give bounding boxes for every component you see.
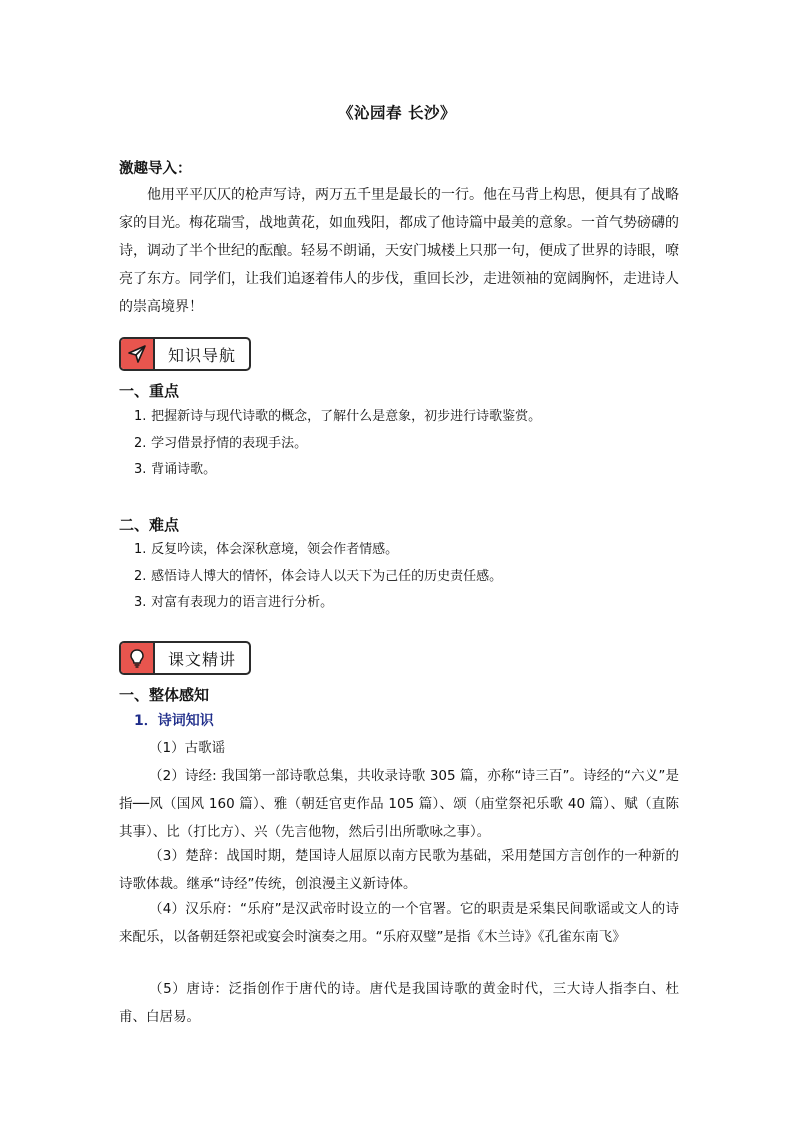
key-points-heading: 一、重点 [119, 382, 180, 400]
lesson-explain-badge [119, 641, 251, 675]
list-item: 2. 感悟诗人博大的情怀，体会诗人以天下为己任的历史责任感。 [134, 568, 503, 584]
paragraph-ancient-ballad: （1）古歌谣 [149, 740, 226, 756]
key-points-list [134, 404, 541, 484]
lesson-explain-label: 课文精讲 [167, 649, 236, 669]
knowledge-nav-label: 知识导航 [167, 345, 236, 365]
poetry-knowledge-heading: 1．诗词知识 [134, 713, 214, 729]
list-item: 2. 学习借景抒情的表现手法。 [134, 435, 308, 451]
page-title: 《沁园春 长沙》 [338, 104, 456, 122]
intro-paragraph: 他用平平仄仄的枪声写诗，两万五千里是最长的一行。他在马背上构思，便具有了战略家的目光。梅花瑞雪，战地黄花，如血残阳，都成了他诗篇中最美的意象。一首气势磅礴的诗，调动了半个世纪的酝酿。轻易不朗诵，天安门城楼上只那一句，便成了世界的诗眼，嘹亮了东方。同学们，让我们追逐着伟人的步伐，重回长沙，走进领袖的宽阔胸怀，走进诗人的崇高境界！ [119, 187, 679, 315]
difficult-points-heading: 二、难点 [119, 516, 180, 534]
knowledge-nav-badge [119, 337, 251, 371]
list-item: 1. 反复吟读，体会深秋意境，领会作者情感。 [134, 542, 399, 557]
paragraph-yuefu: （4）汉乐府：“乐府”是汉武帝时设立的一个官署。它的职责是采集民间歌谣或文人的诗来配乐，以备朝廷祭祀或宴会时演奏之用。“乐府双璧”是指《木兰诗》《孔雀东南飞》 [119, 901, 679, 945]
list-item: 3. 对富有表现力的语言进行分析。 [134, 595, 334, 610]
list-item: 3. 背诵诗歌。 [134, 462, 217, 477]
intro-heading: 激趣导入： [119, 161, 192, 177]
overall-heading: 一、整体感知 [119, 686, 210, 704]
list-item: 1. 把握新诗与现代诗歌的概念，了解什么是意象，初步进行诗歌鉴赏。 [134, 409, 542, 424]
lightbulb-icon [121, 643, 155, 673]
paragraph-chuci: （3）楚辞：战国时期，楚国诗人屈原以南方民歌为基础，采用楚国方言创作的一种新的诗歌体裁。继承“诗经”传统，创浪漫主义新诗体。 [119, 848, 679, 892]
paragraph-shijing: （2）诗经: 我国第一部诗歌总集，共收录诗歌 305 篇，亦称“诗三百”。诗经的“六义”是指──风（国风 160 篇）、雅（朝廷官吏作品 105 篇）、颂（庙堂祭祀乐歌 40 篇）、赋（直陈其事）、比（打比方）、兴（先言他物，然后引出所歌咏之事）。 [119, 768, 679, 840]
paper-plane-icon [121, 339, 155, 369]
paragraph-tang-poetry: （5）唐诗：泛指创作于唐代的诗。唐代是我国诗歌的黄金时代，三大诗人指李白、杜甫、白居易。 [119, 981, 679, 1025]
difficult-points-list [134, 537, 502, 617]
